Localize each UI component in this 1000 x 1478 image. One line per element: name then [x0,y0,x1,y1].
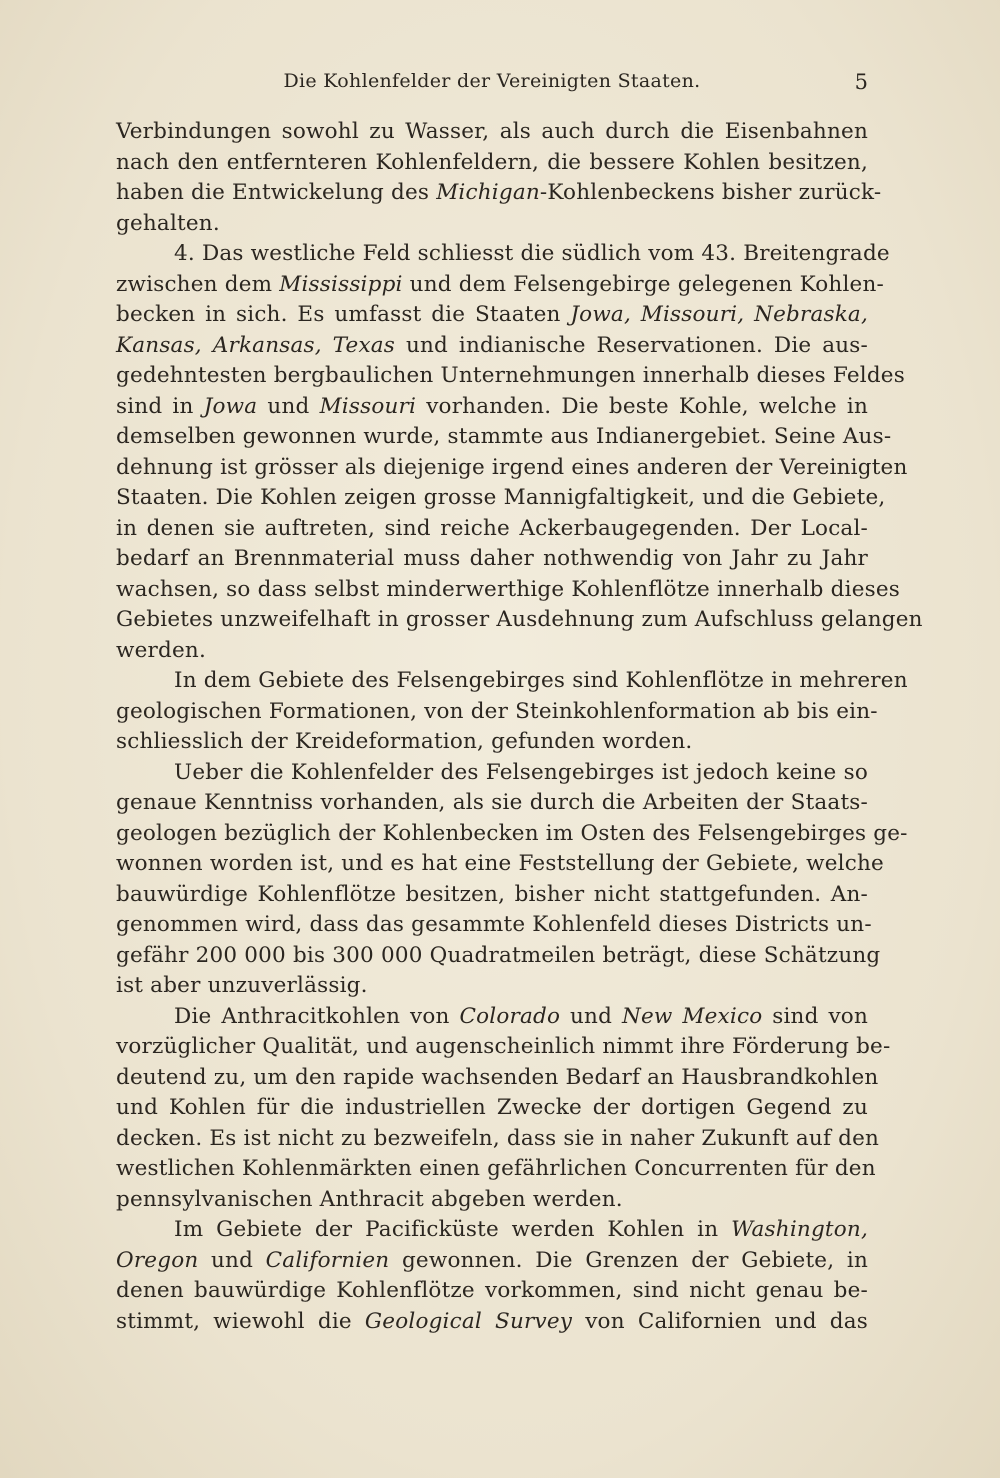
text-segment: gedehntesten bergbaulichen Unternehmungen innerhalb dieses Feldes [116,363,905,388]
italic-text-segment: New Mexico [621,1003,763,1029]
text-line [116,849,884,880]
page-number: 5 [854,70,868,94]
italic-text-segment: Jowa, Missouri, Nebraska, [570,302,868,327]
text-segment: Ueber die Kohlenfelder des Felsengebirges ist jedoch keine so [174,759,868,785]
italic-text-segment: Mississippi [279,271,403,297]
text-line [116,1154,876,1185]
text-line [116,331,868,362]
text-segment: Im Gebiete der Pacificküste werden Kohlen in [174,1217,732,1242]
text-segment: decken. Es ist nicht zu bezweifeln, dass sie in naher Zukunft auf den [116,1125,880,1151]
text-segment: haben die Entwickelung des [116,180,437,205]
text-line [116,178,882,209]
text-line [116,1307,868,1338]
text-segment: denen bauwürdige Kohlenflötze vorkommen, sind nicht genau be- [116,1278,868,1303]
text-line [116,910,872,941]
text-segment: und indianische Reservationen. Die aus- [395,332,868,358]
text-segment: dehnung ist grösser als diejenige irgend eines anderen der Vereinigten [116,454,908,480]
text-segment: stimmt, wiewohl die [116,1308,365,1334]
text-line [116,1215,868,1246]
text-line [116,117,868,148]
text-line [116,1032,891,1063]
text-segment: pennsylvanischen Anthracit abgeben werden. [116,1186,623,1212]
text-segment: zwischen dem [116,271,280,297]
running-head [116,70,868,102]
text-line [116,514,868,545]
body-text [116,117,923,1337]
text-segment: becken in sich. Es umfasst die Staaten [116,302,571,327]
text-line [116,392,868,423]
text-segment: deutend zu, um den rapide wachsenden Bedarf an Hausbrandkohlen [116,1064,879,1090]
text-line [116,758,868,789]
text-segment: nach den entfernteren Kohlenfeldern, die bessere Kohlen besitzen, [116,149,868,175]
text-segment: -Kohlenbeckens bisher zurück- [539,180,882,205]
text-segment: geologen bezüglich der Kohlenbecken im Osten des Felsengebirges ge- [116,820,908,846]
text-segment: ist aber unzuverlässig. [116,973,368,998]
text-line [116,1063,879,1094]
text-line [116,971,868,1002]
text-line [116,1246,868,1277]
text-line [116,544,868,575]
italic-text-segment: Missouri [319,393,417,419]
text-segment: Gebietes unzweifelhaft in grosser Ausdehnung zum Aufschluss gelangen [116,607,923,632]
text-line [116,697,878,728]
text-line [116,1002,868,1033]
text-line [116,1185,868,1216]
text-segment: in denen sie auftreten, sind reiche Ackerbaugegenden. Der Local- [116,515,868,541]
text-segment: und dem Felsengebirge gelegenen Kohlen- [402,271,884,297]
italic-text-segment: Californien [265,1247,390,1273]
text-segment: 4. Das westliche Feld schliesst die südlich vom 43. Breitengrade [174,241,890,266]
text-line [116,605,923,636]
text-segment: und Kohlen für die industriellen Zwecke der dortigen Gegend zu [116,1095,868,1120]
italic-text-segment: Jowa [203,393,258,419]
text-segment: In dem Gebiete des Felsengebirges sind Kohlenflötze in mehreren [174,668,908,693]
text-segment: gewonnen. Die Grenzen der Gebiete, in [389,1247,868,1273]
italic-text-segment: Colorado [459,1003,561,1029]
text-segment: bauwürdige Kohlenflötze besitzen, bisher nicht stattgefunden. An- [116,881,868,907]
text-segment: sind von [762,1003,869,1029]
text-segment: westlichen Kohlenmärkten einen gefährlichen Concurrenten für den [116,1156,876,1181]
text-segment: und [560,1003,622,1029]
text-line [116,483,886,514]
text-line [116,209,868,240]
text-segment: bedarf an Brennmaterial muss daher nothwendig von Jahr zu Jahr [116,546,868,571]
text-line [116,788,868,819]
text-line [116,422,892,453]
text-segment: Verbindungen sowohl zu Wasser, als auch durch die Eisenbahnen [116,119,868,144]
text-segment: vorzüglicher Qualität, und augenscheinlich nimmt ihre Förderung be- [116,1034,891,1059]
text-segment: gehalten. [116,210,220,236]
text-line [116,239,890,270]
text-segment: vorhanden. Die beste Kohle, welche in [416,393,869,419]
text-line [116,575,901,606]
text-line [116,941,881,972]
text-line [116,453,908,484]
text-segment: wachsen, so dass selbst minderwerthige Kohlenflötze innerhalb dieses [116,576,901,602]
text-line [116,666,908,697]
text-segment: genommen wird, dass das gesammte Kohlenfeld dieses Districts un- [116,912,872,937]
running-title: Die Kohlenfelder der Vereinigten Staaten. [283,70,701,92]
text-segment: schliesslich der Kreideformation, gefunden worden. [116,729,693,754]
text-line [116,727,868,758]
text-segment: genaue Kenntniss vorhanden, als sie durch die Arbeiten der Staats- [116,790,868,815]
text-line [116,1093,868,1124]
text-line [116,270,884,301]
text-segment: sind in [116,393,204,419]
text-line [116,636,868,667]
text-segment: wonnen worden ist, und es hat eine Feststellung der Gebiete, welche [116,851,884,876]
text-segment: demselben gewonnen wurde, stammte aus Indianergebiet. Seine Aus- [116,424,892,449]
text-line [116,1124,880,1155]
text-segment: gefähr 200 000 bis 300 000 Quadratmeilen beträgt, diese Schätzung [116,942,881,968]
text-line [116,819,908,850]
text-segment: Die Anthracitkohlen von [174,1003,460,1029]
text-segment: und [198,1247,266,1273]
text-line [116,880,868,911]
text-line [116,1276,868,1307]
italic-text-segment: Geological Survey [364,1308,573,1334]
text-segment: von Californien und das [572,1308,868,1334]
text-segment: Staaten. Die Kohlen zeigen grosse Mannigfaltigkeit, und die Gebiete, [116,485,886,510]
italic-text-segment: Kansas, Arkansas, Texas [116,332,396,358]
italic-text-segment: Washington, [731,1217,868,1242]
italic-text-segment: Michigan [436,180,540,205]
text-segment: und [257,393,320,419]
text-line [116,148,868,179]
text-segment: werden. [116,637,206,663]
text-segment: geologischen Formationen, von der Steinkohlenformation ab bis ein- [116,698,878,724]
text-line [116,300,868,331]
text-line [116,361,905,392]
italic-text-segment: Oregon [116,1247,199,1273]
